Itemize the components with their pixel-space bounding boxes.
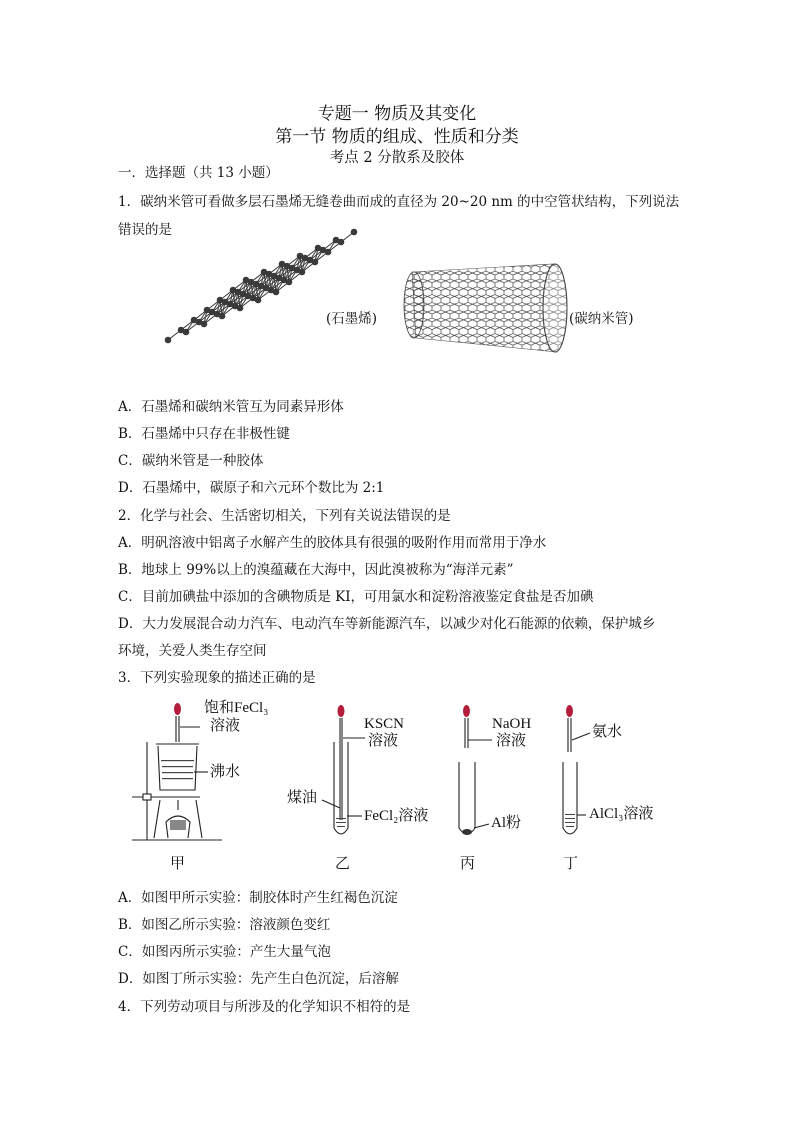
bing-caption: 丙 bbox=[460, 856, 476, 872]
yi-solution-label: FeCl₂溶液 bbox=[364, 808, 429, 824]
q3-option-d: D．如图丁所示实验：先产生白色沉淀，后溶解 bbox=[118, 971, 399, 987]
yi-reagent-line1: KSCN bbox=[364, 716, 405, 732]
q4-stem: 4．下列劳动项目与所涉及的化学知识不相符的是 bbox=[118, 999, 411, 1015]
title-topic: 专题一 物质及其变化 bbox=[317, 104, 477, 124]
nanotube-label: (碳纳米管) bbox=[569, 311, 634, 327]
title-section: 第一节 物质的组成、性质和分类 bbox=[275, 127, 519, 147]
q1-option-a: A．石墨烯和碳纳米管互为同素异形体 bbox=[118, 399, 344, 415]
q2-option-d-line1: D．大力发展混合动力汽车、电动汽车等新能源汽车，以减少对化石能源的依赖，保护城乡 bbox=[118, 616, 656, 632]
q1-option-c: C．碳纳米管是一种胶体 bbox=[118, 453, 264, 469]
bing-reagent-line1: NaOH bbox=[492, 716, 532, 732]
q2-option-c: C．目前加碘盐中添加的含碘物质是 KI，可用氯水和淀粉溶液鉴定食盐是否加碘 bbox=[118, 589, 594, 605]
q3-stem: 3．下列实验现象的描述正确的是 bbox=[118, 670, 316, 686]
q1-option-d: D．石墨烯中，碳原子和六元环个数比为 2:1 bbox=[118, 480, 385, 496]
jia-reagent-line1: 饱和FeCl₃ bbox=[204, 700, 269, 716]
yi-oil-label: 煤油 bbox=[287, 790, 318, 806]
jia-vessel-label: 沸水 bbox=[210, 764, 241, 780]
bing-solid-label: Al粉 bbox=[491, 815, 522, 831]
q3-option-a: A．如图甲所示实验：制胶体时产生红褐色沉淀 bbox=[118, 890, 398, 906]
q3-option-c: C．如图丙所示实验：产生大量气泡 bbox=[118, 944, 331, 960]
q1-stem-line1: 1．碳纳米管可看做多层石墨烯无缝卷曲而成的直径为 20~20 nm 的中空管状结构，下列说法 bbox=[118, 194, 680, 210]
graphene-label: (石墨烯) bbox=[326, 311, 378, 327]
q1-stem-line2: 错误的是 bbox=[118, 222, 172, 238]
yi-reagent-line2: 溶液 bbox=[368, 733, 399, 749]
q2-stem: 2．化学与社会、生活密切相关，下列有关说法错误的是 bbox=[118, 508, 451, 524]
q2-option-b: B．地球上 99%以上的溴蕴藏在大海中，因此溴被称为“海洋元素” bbox=[118, 562, 514, 578]
title-point: 考点 2 分散系及胶体 bbox=[329, 150, 465, 166]
ding-reagent-label: 氨水 bbox=[592, 724, 623, 740]
q2-option-d-line2: 环境，关爱人类生存空间 bbox=[118, 643, 267, 659]
section-heading: 一．选择题（共 13 小题） bbox=[118, 165, 279, 181]
q3-option-b: B．如图乙所示实验：溶液颜色变红 bbox=[118, 917, 331, 933]
q2-option-a: A．明矾溶液中铝离子水解产生的胶体具有很强的吸附作用而常用于净水 bbox=[118, 535, 547, 551]
jia-caption: 甲 bbox=[170, 856, 186, 872]
jia-reagent-line2: 溶液 bbox=[210, 718, 241, 734]
bing-reagent-line2: 溶液 bbox=[496, 733, 527, 749]
yi-caption: 乙 bbox=[335, 856, 351, 872]
ding-solution-label: AlCl₃溶液 bbox=[589, 806, 654, 822]
ding-caption: 丁 bbox=[563, 856, 579, 872]
q1-option-b: B．石墨烯中只存在非极性键 bbox=[118, 426, 290, 442]
